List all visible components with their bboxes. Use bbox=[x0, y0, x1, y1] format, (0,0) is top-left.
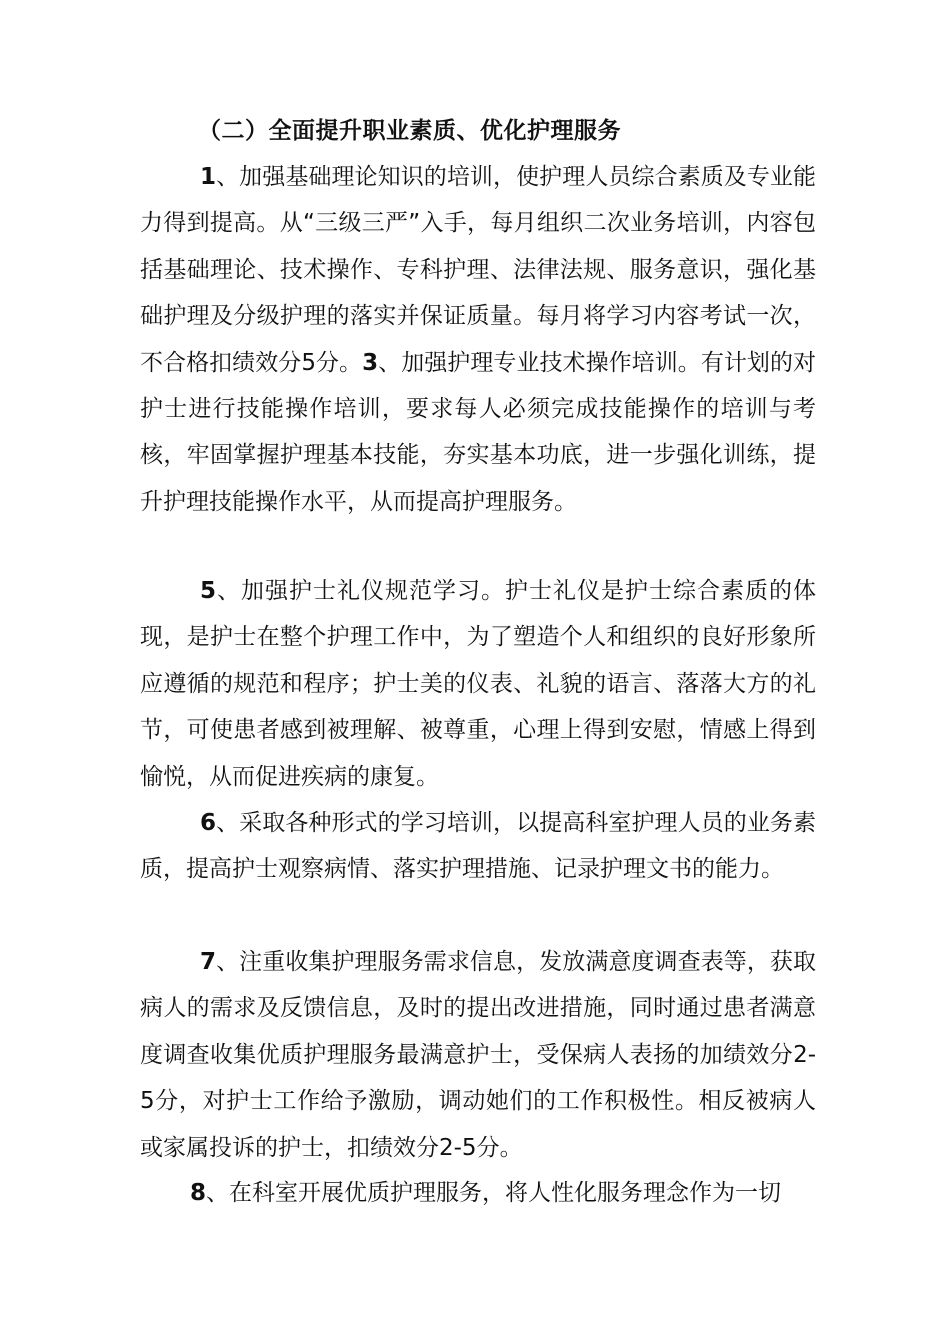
item-number: 5 bbox=[200, 578, 217, 604]
section-heading: （二）全面提升职业素质、优化护理服务 bbox=[198, 118, 621, 144]
item-number: 7 bbox=[200, 949, 217, 975]
paragraph-1 bbox=[140, 154, 816, 525]
paragraph-8 bbox=[140, 1170, 816, 1216]
item-number: 8 bbox=[190, 1180, 207, 1206]
item-number: 3 bbox=[362, 349, 379, 376]
paragraph-text: 、在科室开展优质护理服务，将人性化服务理念作为一切 bbox=[206, 1180, 782, 1206]
paragraph-5 bbox=[140, 568, 816, 800]
item-number: 1 bbox=[200, 164, 217, 190]
paragraph-text: 、采取各种形式的学习培训，以提高科室护理人员的业务素质，提高护士观察病情、落实护理措施、记录护理文书的能力。 bbox=[140, 810, 816, 883]
paragraph-6 bbox=[140, 800, 816, 893]
paragraph-text: 、加强护士礼仪规范学习。护士礼仪是护士综合素质的体现，是护士在整个护理工作中，为了塑造个人和组织的良好形象所应遵循的规范和程序；护士美的仪表、礼貌的语言、落落大方的礼节，可使患者感到被理解、被尊重，心理上得到安慰，情感上得到愉悦，从而促进疾病的康复。 bbox=[140, 578, 816, 790]
paragraph-text: 、加强护理专业技术操作培训。有计划的对护士进行技能操作培训，要求每人必须完成技能操作的培训与考核，牢固掌握护理基本技能，夯实基本功底，进一步强化训练，提升护理技能操作水平，从而提高护理服务。 bbox=[140, 349, 817, 515]
paragraph-text: 、加强基础理论知识的培训，使护理人员综合素质及专业能力得到提高。从“三级三严”入手，每月组织二次业务培训，内容包括基础理论、技术操作、专科护理、法律法规、服务意识，强化基础护理及分级护理的落实并保证质量。每月将学习内容考试一次，不合格扣绩效分5分。 bbox=[140, 164, 816, 376]
paragraph-7 bbox=[140, 939, 816, 1171]
paragraph-text: 、注重收集护理服务需求信息，发放满意度调查表等，获取病人的需求及反馈信息，及时的提出改进措施，同时通过患者满意度调查收集优质护理服务最满意护士，受保病人表扬的加绩效分2-5分，对护士工作给予激励，调动她们的工作积极性。相反被病人或家属投诉的护士，扣绩效分2-5分。 bbox=[140, 949, 816, 1161]
item-number: 6 bbox=[200, 810, 217, 836]
